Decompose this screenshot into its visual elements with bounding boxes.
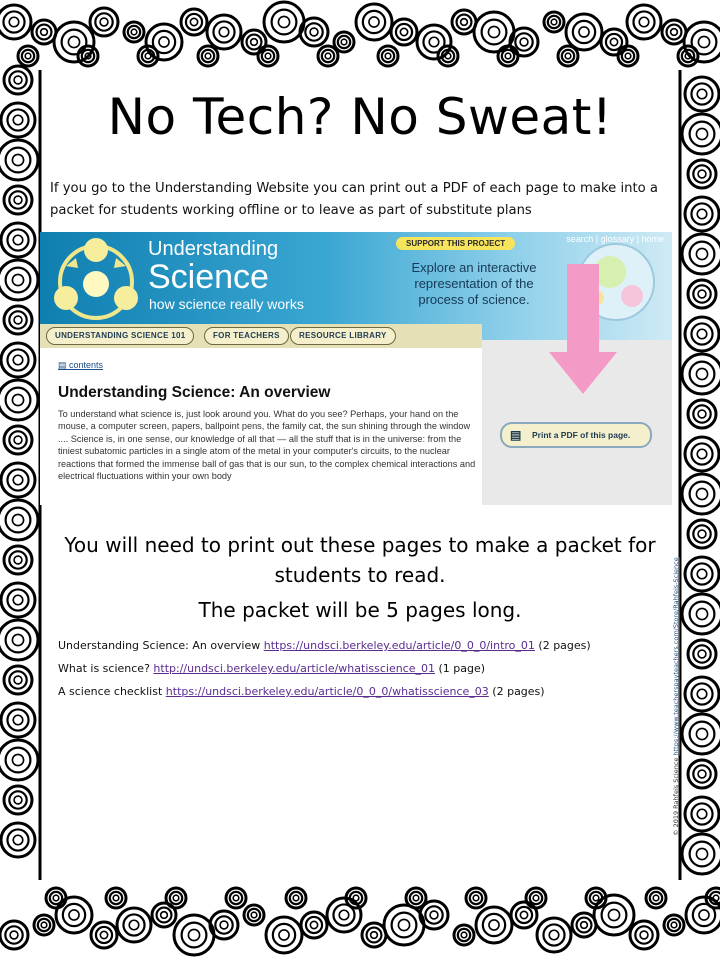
article-title: Understanding Science: An overview bbox=[58, 384, 331, 401]
page-link-list bbox=[58, 634, 658, 703]
document-icon: ▤ bbox=[510, 428, 522, 442]
page-count: (1 page) bbox=[438, 662, 486, 675]
copyright-note bbox=[672, 557, 680, 836]
page-label: A science checklist bbox=[58, 685, 163, 698]
list-item bbox=[58, 634, 658, 657]
instruction-text: You will need to print out these pages to make a packet for students to read. bbox=[64, 533, 656, 587]
website-screenshot bbox=[40, 232, 672, 505]
site-top-links[interactable]: search | glossary | home bbox=[566, 234, 664, 244]
page-label: What is science? bbox=[58, 662, 150, 675]
nav-understanding-science-101[interactable]: UNDERSTANDING SCIENCE 101 bbox=[46, 327, 194, 345]
page-link[interactable]: https://undsci.berkeley.edu/article/0_0_0/intro_01 bbox=[263, 639, 535, 652]
intro-text: If you go to the Understanding Website you can print out a PDF of each page to make into a packet for students working offline or to leave as part of substitute plans bbox=[50, 181, 658, 218]
list-item bbox=[58, 657, 658, 680]
page-count: (2 pages) bbox=[492, 685, 545, 698]
contents-link[interactable]: ▤ contents bbox=[58, 360, 103, 371]
nav-for-teachers[interactable]: FOR TEACHERS bbox=[204, 327, 289, 345]
print-pdf-label: Print a PDF of this page. bbox=[532, 430, 631, 440]
explore-text: Explore an interactive representation of the process of science. bbox=[411, 260, 537, 307]
site-tagline: how science really works bbox=[149, 296, 304, 312]
page-link[interactable]: https://undsci.berkeley.edu/article/0_0_0/whatisscience_03 bbox=[165, 685, 489, 698]
page-label: Understanding Science: An overview bbox=[58, 639, 261, 652]
nav-resource-library[interactable]: RESOURCE LIBRARY bbox=[290, 327, 396, 345]
page-title: No Tech? No Sweat! bbox=[107, 88, 613, 146]
print-pdf-button[interactable] bbox=[500, 422, 652, 448]
list-item bbox=[58, 680, 658, 703]
article-text: To understand what science is, just look around you. What do you see? Perhaps, your hand on the mouse, a computer screen, papers, ballpoint pens, the family cat, the sun shining through the window .... Science is, in one sense, our knowledge of all that — all the stuff that is in the universe: from the tiniest subatomic particles in a single atom of the metal in your computer's circuits, to the nuclear reactions that formed the immense ball of gas that is our sun, to the complex chemical interactions and electrical fluctuations within your own body bbox=[58, 409, 476, 482]
pink-arrow-icon bbox=[549, 258, 637, 400]
copyright-text: © 2019 Rahfeis Science bbox=[672, 757, 680, 836]
site-logo-line2: Science bbox=[148, 258, 269, 296]
support-project-button[interactable]: SUPPORT THIS PROJECT bbox=[396, 237, 515, 250]
page-link[interactable]: http://undsci.berkeley.edu/article/whatisscience_01 bbox=[153, 662, 435, 675]
store-link[interactable]: https://www.teacherspayteachers.com/Store/Rahfeis-Science bbox=[672, 557, 680, 756]
site-logo-icon bbox=[46, 236, 146, 328]
packet-length-text: The packet will be 5 pages long. bbox=[198, 598, 522, 622]
page-count: (2 pages) bbox=[538, 639, 591, 652]
site-logo-line1: Understanding bbox=[148, 238, 279, 260]
site-article bbox=[40, 348, 482, 505]
